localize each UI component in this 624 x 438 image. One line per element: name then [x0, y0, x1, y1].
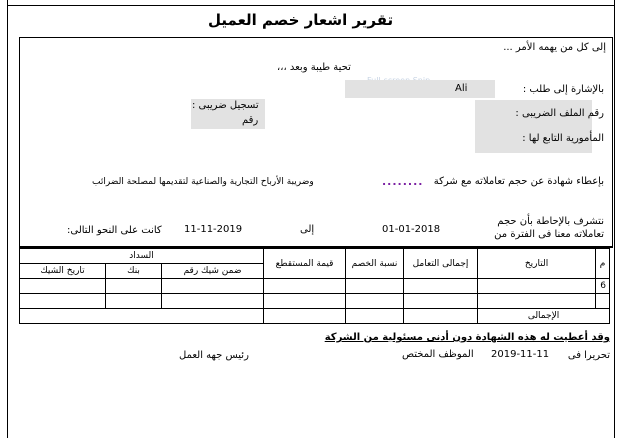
office-label: المأمورية التابع لها : [522, 133, 604, 144]
row-index: 6 [596, 279, 610, 294]
tax-registration-label: تسجيل ضريبى : [192, 100, 259, 111]
period-from: 01-01-2018 [382, 224, 441, 235]
certificate-text-end: وضريبة الأرباح التجارية والصناعية لتقديمها لمصلحة الضرائب [92, 177, 314, 187]
total-label: الإجمالى [478, 309, 610, 324]
tax-file-label: رقم الملف الضريبى : [515, 108, 604, 119]
total-row [20, 309, 610, 324]
footer-statement: وقد أعطيت له هذه الشهادة دون أدنى مسئولية من الشركة [324, 332, 610, 343]
frame-top [19, 37, 613, 38]
greeting: تحية طيبة وبعد ،،، [277, 62, 351, 73]
ref-request-box [345, 80, 495, 98]
col-payment-header: السداد [20, 249, 264, 264]
table-row [20, 294, 610, 309]
period-to-label: إلى [300, 224, 315, 235]
company-placeholder: ........ [382, 175, 424, 188]
ref-request-label: بالإشارة إلى طلب : [522, 84, 604, 95]
footer-head: رئيس جهه العمل [179, 350, 249, 361]
footer-written-in: تحريرا فى [567, 350, 610, 361]
ref-request-value: Ali [455, 83, 468, 94]
footer-officer: الموظف المختص [402, 349, 474, 360]
page-left-border [7, 0, 8, 438]
col-index-header: م [596, 249, 610, 279]
col-total-dealing-header: إجمالى التعامل [404, 249, 478, 279]
frame-right [612, 37, 613, 246]
document-title: تقرير اشعار خصم العميل [208, 11, 394, 29]
col-bank-header: بنك [106, 264, 162, 279]
dealings-table [19, 248, 610, 324]
col-cheque-number-header: ضمن شيك رقم [162, 264, 264, 279]
col-deducted-value-header: قيمة المستقطع [264, 249, 346, 279]
table-row [20, 279, 610, 294]
col-discount-rate-header: نسبة الخصم [346, 249, 404, 279]
tax-registration-value: رقم [242, 115, 259, 126]
period-tail: كانت على النحو التالى: [67, 225, 162, 236]
period-to: 11-11-2019 [184, 224, 243, 235]
footer-date: 2019-11-11 [491, 349, 550, 360]
col-date-header: التاريخ [478, 249, 596, 279]
certificate-text-start: بإعطاء شهادة عن حجم تعاملاته مع شركة [433, 176, 604, 187]
notify-line1: نتشرف بالإحاطة بأن حجم [497, 216, 604, 227]
page-top-border [7, 5, 615, 6]
notify-line2: تعاملاته معنا فى الفترة من [494, 229, 604, 240]
page-right-border [614, 0, 615, 438]
salutation: إلى كل من يهمه الأمر ... [503, 42, 606, 53]
frame-left [19, 37, 20, 246]
col-cheque-date-header: تاريخ الشيك [20, 264, 106, 279]
